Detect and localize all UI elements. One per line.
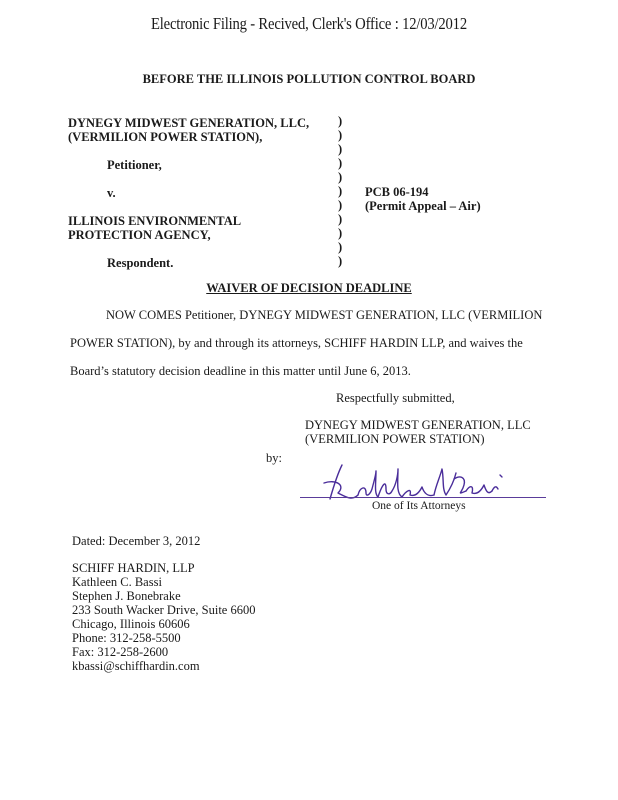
petitioner-name-line2: (VERMILION POWER STATION), <box>68 130 263 144</box>
versus-label: v. <box>107 186 116 200</box>
document-title: WAIVER OF DECISION DEADLINE <box>206 281 412 295</box>
attorney-2: Stephen J. Bonebrake <box>72 589 181 603</box>
email: kbassi@schiffhardin.com <box>72 659 200 673</box>
case-number: PCB 06-194 <box>365 185 429 199</box>
party-name-line2: (VERMILION POWER STATION) <box>305 432 485 446</box>
firm-name: SCHIFF HARDIN, LLP <box>72 561 195 575</box>
respondent-name-line2: PROTECTION AGENCY, <box>68 228 211 242</box>
body-line-2: POWER STATION), by and through its attorneys, SCHIFF HARDIN LLP, and waives the <box>70 336 523 350</box>
petitioner-role: Petitioner, <box>107 158 162 172</box>
signature-line <box>300 497 546 498</box>
dated-line: Dated: December 3, 2012 <box>72 534 201 548</box>
case-type: (Permit Appeal – Air) <box>365 199 481 213</box>
respondent-role: Respondent. <box>107 256 174 270</box>
address-line-2: Chicago, Illinois 60606 <box>72 617 190 631</box>
attorney-1: Kathleen C. Bassi <box>72 575 162 589</box>
body-line-1: NOW COMES Petitioner, DYNEGY MIDWEST GENERATION, LLC (VERMILION <box>106 308 543 322</box>
signature-caption: One of Its Attorneys <box>372 500 466 512</box>
party-name-line1: DYNEGY MIDWEST GENERATION, LLC <box>305 418 531 432</box>
body-line-3: Board’s statutory decision deadline in this matter until June 6, 2013. <box>70 364 411 378</box>
address-line-1: 233 South Wacker Drive, Suite 6600 <box>72 603 256 617</box>
respectfully-submitted: Respectfully submitted, <box>336 391 455 405</box>
board-title: BEFORE THE ILLINOIS POLLUTION CONTROL BOARD <box>142 72 476 86</box>
by-label: by: <box>266 451 282 465</box>
petitioner-name-line1: DYNEGY MIDWEST GENERATION, LLC, <box>68 116 310 130</box>
fax: Fax: 312-258-2600 <box>72 645 169 659</box>
phone: Phone: 312-258-5500 <box>72 631 181 645</box>
electronic-filing-header: Electronic Filing - Recived, Clerk's Office : 12/03/2012 <box>151 14 467 33</box>
respondent-name-line1: ILLINOIS ENVIRONMENTAL <box>68 214 242 228</box>
